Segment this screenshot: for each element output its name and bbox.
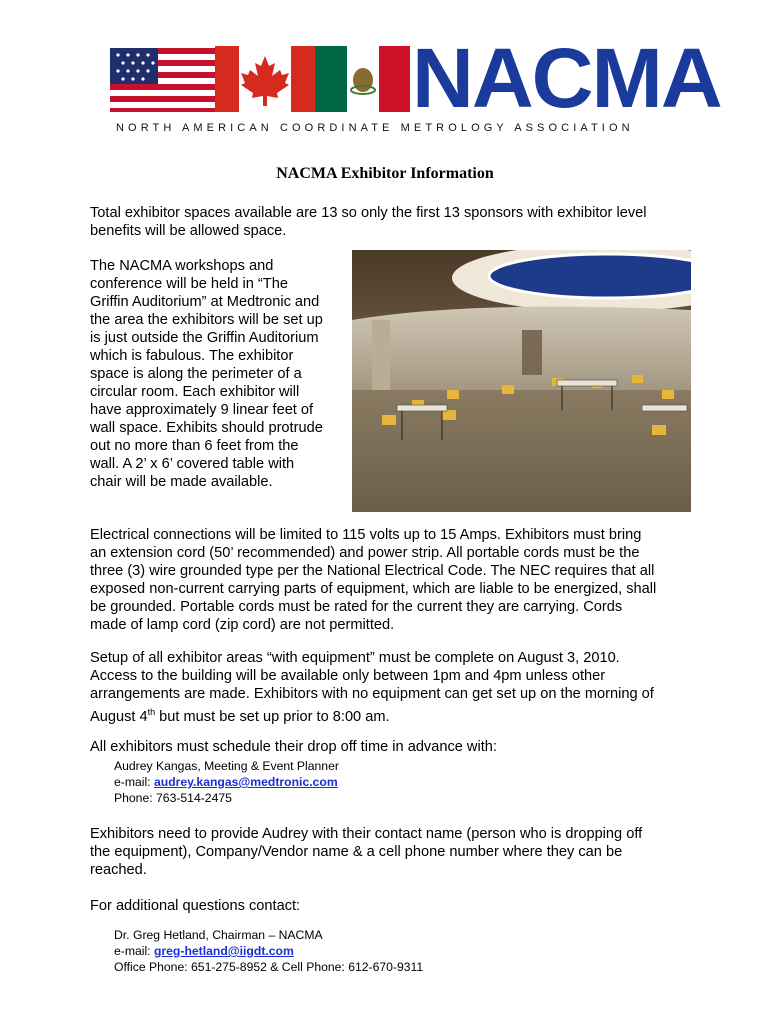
electrical-line: three (3) wire grounded type per the National Electrical Code. The NEC requires that all [90, 563, 655, 579]
page-title: NACMA Exhibitor Information [276, 165, 494, 182]
contact-name: Audrey Kangas, Meeting & Event Planner [114, 759, 339, 773]
logo-wordmark: NACMA [412, 31, 721, 125]
venue-line: out no more than 6 feet from the [90, 438, 299, 454]
electrical-line: made of lamp cord (zip cord) are not permitted. [90, 617, 395, 633]
venue-line: The NACMA workshops and [90, 258, 274, 274]
venue-line: the area the exhibitors will be set up [90, 312, 323, 328]
mexico-flag-icon [315, 46, 410, 112]
nacma-logo [110, 31, 721, 138]
dropoff-paragraph: All exhibitors must schedule their drop off time in advance with: [90, 739, 497, 755]
venue-line: wall. A 2’ x 6’ covered table with [90, 456, 295, 472]
us-flag-icon [110, 48, 215, 112]
venue-paragraph [90, 257, 352, 491]
provide-line: reached. [90, 862, 147, 878]
venue-line: chair will be made available. [90, 474, 273, 490]
setup-line-last: August 4th but must be set up prior to 8:00 am. [90, 707, 390, 725]
electrical-line: exposed non-current carrying parts of equipment, which are liable to be energized, shall [90, 581, 657, 597]
venue-line: Griffin Auditorium” at Medtronic and [90, 294, 320, 310]
logo-subtitle: NORTH AMERICAN COORDINATE METROLOGY ASSOCIATION [116, 122, 634, 134]
questions-contact [114, 927, 423, 975]
contact-name: Dr. Greg Hetland, Chairman – NACMA [114, 928, 323, 942]
provide-line: the equipment), Company/Vendor name & a cell phone number where they can be [90, 844, 623, 860]
intro-paragraph: Total exhibitor spaces available are 13 so only the first 13 sponsors with exhibitor level benefits will be allowed space. [90, 205, 647, 239]
electrical-line: an extension cord (50’ recommended) and power strip. All portable cords must be the [90, 545, 640, 561]
setup-line: arrangements are made. Exhibitors with no equipment can get set up on the morning of [90, 686, 654, 702]
canada-flag-icon [215, 46, 315, 112]
contact-email-row: e-mail: audrey.kangas@medtronic.com [114, 775, 338, 789]
dropoff-contact [114, 758, 339, 806]
contact-email-row: e-mail: greg-hetland@iigdt.com [114, 944, 294, 958]
venue-line: circular room. Each exhibitor will [90, 384, 300, 400]
setup-paragraph [90, 649, 690, 726]
electrical-paragraph [90, 526, 690, 634]
provide-paragraph [90, 825, 690, 879]
venue-line: space is along the perimeter of a [90, 366, 302, 382]
flags-banner-icon [110, 42, 410, 118]
contact-phone: Phone: 763-514-2475 [114, 791, 232, 805]
auditorium-photo-image [352, 250, 691, 512]
venue-line: is just outside the Griffin Auditorium [90, 330, 319, 346]
provide-line: Exhibitors need to provide Audrey with their contact name (person who is dropping off [90, 826, 643, 842]
venue-line: conference will be held in “The [90, 276, 288, 292]
contact-phone: Office Phone: 651-275-8952 & Cell Phone: 612-670-9311 [114, 960, 424, 974]
setup-line: Setup of all exhibitor areas “with equipment” must be complete on August 3, 2010. [90, 650, 620, 666]
questions-paragraph: For additional questions contact: [90, 898, 301, 914]
venue-line: have approximately 9 linear feet of [90, 402, 314, 418]
venue-line: which is fabulous. The exhibitor [90, 348, 294, 364]
auditorium-photo [352, 250, 691, 512]
electrical-line: Electrical connections will be limited to 115 volts up to 15 Amps. Exhibitors must bring [90, 527, 642, 543]
venue-line: wall space. Exhibits should protrude [90, 420, 323, 436]
setup-line: Access to the building will be available only between 1pm and 4pm unless other [90, 668, 606, 684]
electrical-line: be grounded. Portable cords must be rated for the current they are carrying. Cords [90, 599, 623, 615]
greg-email-link[interactable]: greg-hetland@iigdt.com [153, 944, 294, 958]
audrey-email-link[interactable]: audrey.kangas@medtronic.com [153, 775, 338, 789]
